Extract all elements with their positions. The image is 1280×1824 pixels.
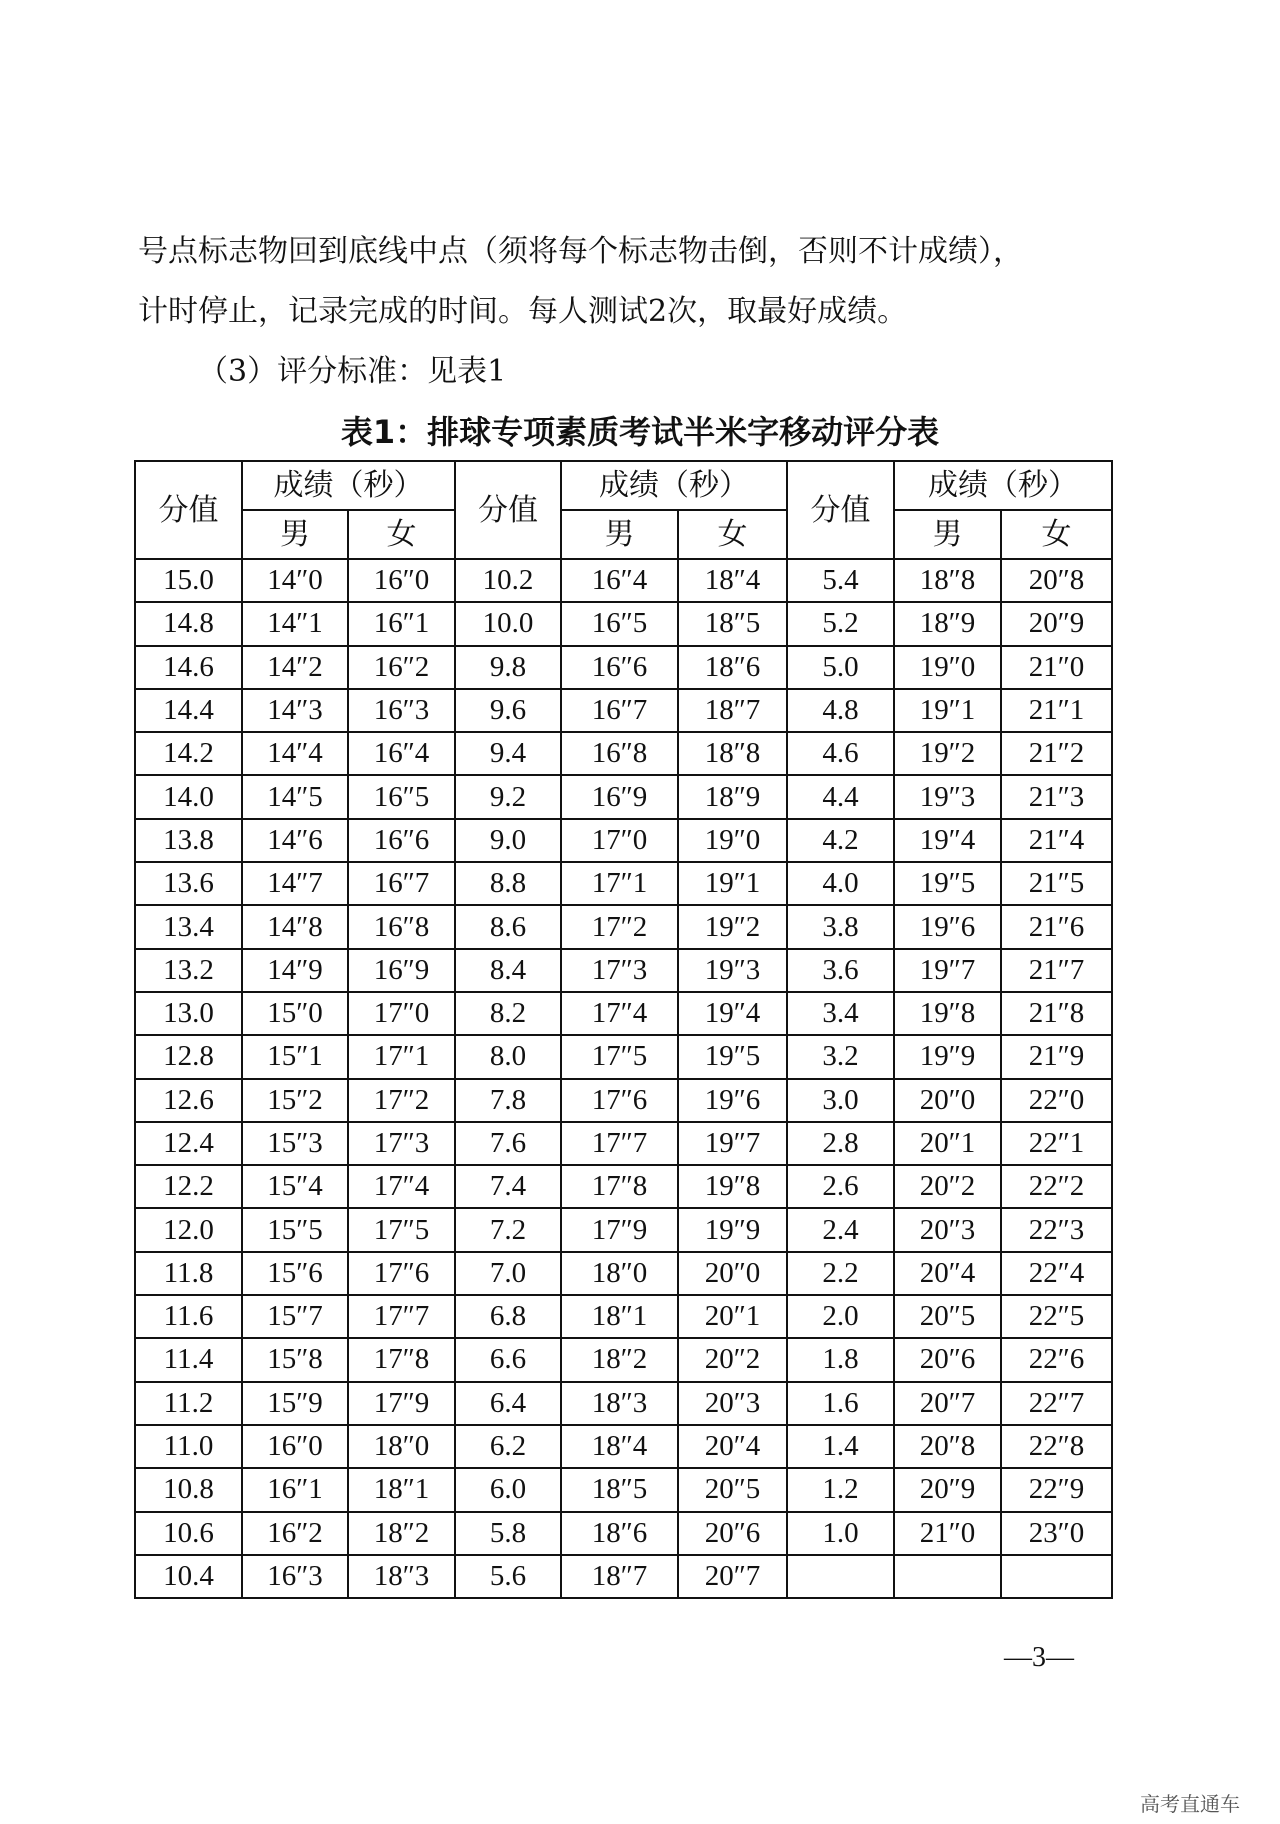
table-row <box>135 1555 1112 1598</box>
table-cell: 12.0 <box>135 1208 242 1251</box>
table-cell: 7.0 <box>455 1252 561 1295</box>
table-cell: 1.2 <box>787 1468 894 1511</box>
table-cell: 19″7 <box>894 949 1001 992</box>
table-cell: 22″0 <box>1001 1079 1112 1122</box>
table-cell: 19″2 <box>678 905 787 948</box>
table-cell: 14″6 <box>242 819 348 862</box>
table-cell: 14″4 <box>242 732 348 775</box>
table-cell: 2.2 <box>787 1252 894 1295</box>
table-row <box>135 992 1112 1035</box>
table-cell: 11.0 <box>135 1425 242 1468</box>
table-cell: 21″5 <box>1001 862 1112 905</box>
table-cell: 5.2 <box>787 602 894 645</box>
table-cell: 20″9 <box>894 1468 1001 1511</box>
table-cell: 19″3 <box>678 949 787 992</box>
table-cell: 18″4 <box>561 1425 678 1468</box>
table-cell: 9.2 <box>455 775 561 818</box>
table-cell: 16″6 <box>561 646 678 689</box>
table-cell: 15″3 <box>242 1122 348 1165</box>
table-cell: 22″9 <box>1001 1468 1112 1511</box>
table-cell: 7.8 <box>455 1079 561 1122</box>
table-cell: 5.6 <box>455 1555 561 1598</box>
table-row <box>135 1338 1112 1381</box>
table-cell: 20″8 <box>894 1425 1001 1468</box>
table-cell: 14″0 <box>242 559 348 602</box>
table-cell <box>1001 1555 1112 1598</box>
table-cell: 20″4 <box>894 1252 1001 1295</box>
table-cell: 20″6 <box>678 1512 787 1555</box>
table-cell: 14″2 <box>242 646 348 689</box>
table-cell: 3.2 <box>787 1035 894 1078</box>
table-cell: 17″7 <box>348 1295 455 1338</box>
table-cell: 14.2 <box>135 732 242 775</box>
page-number: —3— <box>1004 1642 1074 1673</box>
table-cell: 21″0 <box>1001 646 1112 689</box>
table-cell: 1.8 <box>787 1338 894 1381</box>
table-cell: 20″2 <box>678 1338 787 1381</box>
table-cell: 15″0 <box>242 992 348 1035</box>
table-cell: 17″0 <box>348 992 455 1035</box>
table-cell: 18″7 <box>678 689 787 732</box>
table-cell: 14″9 <box>242 949 348 992</box>
table-cell: 22″3 <box>1001 1208 1112 1251</box>
table-cell: 14.0 <box>135 775 242 818</box>
table-cell: 17″1 <box>561 862 678 905</box>
table-cell: 17″8 <box>348 1338 455 1381</box>
table-cell: 18″0 <box>348 1425 455 1468</box>
table-row <box>135 1252 1112 1295</box>
table-cell: 18″4 <box>678 559 787 602</box>
table-cell: 5.4 <box>787 559 894 602</box>
table-cell: 20″5 <box>678 1468 787 1511</box>
table-cell: 19″8 <box>678 1165 787 1208</box>
table-cell: 15″9 <box>242 1382 348 1425</box>
score-header: 分值 <box>135 461 242 559</box>
table-cell: 18″9 <box>894 602 1001 645</box>
female-header: 女 <box>678 510 787 559</box>
table-cell: 17″5 <box>561 1035 678 1078</box>
table-cell: 19″0 <box>678 819 787 862</box>
table-cell: 16″8 <box>348 905 455 948</box>
table-cell: 19″4 <box>894 819 1001 862</box>
table-cell: 14″8 <box>242 905 348 948</box>
table-title: 表1：排球专项素质考试半米字移动评分表 <box>340 413 940 451</box>
table-cell: 19″6 <box>894 905 1001 948</box>
table-row <box>135 775 1112 818</box>
table-cell: 2.6 <box>787 1165 894 1208</box>
table-cell: 16″6 <box>348 819 455 862</box>
table-cell: 9.0 <box>455 819 561 862</box>
table-cell: 16″0 <box>242 1425 348 1468</box>
table-cell: 16″2 <box>348 646 455 689</box>
table-cell: 8.4 <box>455 949 561 992</box>
table-cell: 4.0 <box>787 862 894 905</box>
table-cell: 20″3 <box>894 1208 1001 1251</box>
table-cell: 11.2 <box>135 1382 242 1425</box>
table-cell: 21″4 <box>1001 819 1112 862</box>
table-cell: 13.4 <box>135 905 242 948</box>
table-cell: 13.0 <box>135 992 242 1035</box>
table-cell: 21″8 <box>1001 992 1112 1035</box>
table-cell: 12.6 <box>135 1079 242 1122</box>
table-cell: 6.2 <box>455 1425 561 1468</box>
table-cell: 12.2 <box>135 1165 242 1208</box>
table-cell: 6.8 <box>455 1295 561 1338</box>
result-header: 成绩（秒） <box>561 461 787 510</box>
table-row <box>135 1079 1112 1122</box>
table-cell: 1.0 <box>787 1512 894 1555</box>
table-row <box>135 1512 1112 1555</box>
table-cell: 4.8 <box>787 689 894 732</box>
table-row <box>135 1295 1112 1338</box>
table-cell: 20″6 <box>894 1338 1001 1381</box>
table-cell: 4.4 <box>787 775 894 818</box>
table-cell: 17″1 <box>348 1035 455 1078</box>
table-body <box>135 559 1112 1598</box>
table-cell: 16″4 <box>348 732 455 775</box>
table-cell: 10.0 <box>455 602 561 645</box>
male-header: 男 <box>894 510 1001 559</box>
table-cell: 18″7 <box>561 1555 678 1598</box>
table-cell: 20″1 <box>894 1122 1001 1165</box>
table-cell: 13.8 <box>135 819 242 862</box>
table-cell: 19″8 <box>894 992 1001 1035</box>
table-cell: 5.8 <box>455 1512 561 1555</box>
table-row <box>135 732 1112 775</box>
table-cell: 20″0 <box>894 1079 1001 1122</box>
table-cell: 22″7 <box>1001 1382 1112 1425</box>
table-cell: 18″5 <box>678 602 787 645</box>
table-cell: 2.0 <box>787 1295 894 1338</box>
table-cell: 4.2 <box>787 819 894 862</box>
table-cell: 17″9 <box>348 1382 455 1425</box>
table-row <box>135 689 1112 732</box>
table-cell: 17″3 <box>348 1122 455 1165</box>
table-cell: 17″6 <box>561 1079 678 1122</box>
table-cell: 15″8 <box>242 1338 348 1381</box>
table-cell: 14″5 <box>242 775 348 818</box>
table-cell: 16″9 <box>561 775 678 818</box>
table-cell: 15″7 <box>242 1295 348 1338</box>
table-cell: 20″0 <box>678 1252 787 1295</box>
table-cell: 14″3 <box>242 689 348 732</box>
table-cell: 10.8 <box>135 1468 242 1511</box>
table-cell: 11.6 <box>135 1295 242 1338</box>
table-cell: 7.6 <box>455 1122 561 1165</box>
table-cell: 18″3 <box>348 1555 455 1598</box>
table-cell: 22″6 <box>1001 1338 1112 1381</box>
table-cell: 18″6 <box>561 1512 678 1555</box>
table-cell: 19″1 <box>894 689 1001 732</box>
table-cell: 15.0 <box>135 559 242 602</box>
table-cell: 15″5 <box>242 1208 348 1251</box>
male-header: 男 <box>242 510 348 559</box>
table-cell: 20″3 <box>678 1382 787 1425</box>
watermark: 高考直通车 <box>1140 1792 1240 1816</box>
table-cell: 14.8 <box>135 602 242 645</box>
table-cell: 3.4 <box>787 992 894 1035</box>
table-cell: 23″0 <box>1001 1512 1112 1555</box>
score-header: 分值 <box>787 461 894 559</box>
score-header: 分值 <box>455 461 561 559</box>
table-row <box>135 862 1112 905</box>
table-cell: 17″8 <box>561 1165 678 1208</box>
table-cell: 21″0 <box>894 1512 1001 1555</box>
table-cell: 9.6 <box>455 689 561 732</box>
table-cell: 19″5 <box>894 862 1001 905</box>
table-cell: 15″2 <box>242 1079 348 1122</box>
table-cell: 18″2 <box>561 1338 678 1381</box>
table-cell: 13.2 <box>135 949 242 992</box>
table-cell: 21″9 <box>1001 1035 1112 1078</box>
table-cell: 22″8 <box>1001 1425 1112 1468</box>
table-cell: 18″5 <box>561 1468 678 1511</box>
table-cell: 16″1 <box>348 602 455 645</box>
table-cell: 22″1 <box>1001 1122 1112 1165</box>
table-cell: 7.2 <box>455 1208 561 1251</box>
table-cell: 19″5 <box>678 1035 787 1078</box>
table-cell: 21″3 <box>1001 775 1112 818</box>
table-cell: 17″4 <box>561 992 678 1035</box>
result-header: 成绩（秒） <box>242 461 455 510</box>
paragraph-1: 号点标志物回到底线中点（须将每个标志物击倒，否则不计成绩）， <box>138 234 1023 269</box>
table-cell: 21″1 <box>1001 689 1112 732</box>
table-cell: 19″7 <box>678 1122 787 1165</box>
table-cell: 17″2 <box>561 905 678 948</box>
table-cell: 17″5 <box>348 1208 455 1251</box>
table-cell: 14″7 <box>242 862 348 905</box>
table-cell: 19″0 <box>894 646 1001 689</box>
table-cell: 20″7 <box>678 1555 787 1598</box>
table-row <box>135 1165 1112 1208</box>
table-cell: 19″2 <box>894 732 1001 775</box>
table-cell: 16″2 <box>242 1512 348 1555</box>
table-cell: 16″7 <box>348 862 455 905</box>
table-cell: 22″4 <box>1001 1252 1112 1295</box>
table-cell: 19″9 <box>678 1208 787 1251</box>
table-cell: 20″1 <box>678 1295 787 1338</box>
table-cell: 17″7 <box>561 1122 678 1165</box>
table-cell: 18″0 <box>561 1252 678 1295</box>
table-cell: 20″8 <box>1001 559 1112 602</box>
table-cell: 21″6 <box>1001 905 1112 948</box>
table-cell: 16″9 <box>348 949 455 992</box>
table-cell: 21″7 <box>1001 949 1112 992</box>
table-cell: 20″9 <box>1001 602 1112 645</box>
table-cell: 14.6 <box>135 646 242 689</box>
table-cell: 4.6 <box>787 732 894 775</box>
table-cell: 16″5 <box>561 602 678 645</box>
table-cell: 10.6 <box>135 1512 242 1555</box>
table-cell: 15″1 <box>242 1035 348 1078</box>
table-cell: 16″3 <box>242 1555 348 1598</box>
table-cell: 1.4 <box>787 1425 894 1468</box>
table-cell: 16″0 <box>348 559 455 602</box>
table-cell: 12.4 <box>135 1122 242 1165</box>
result-header: 成绩（秒） <box>894 461 1112 510</box>
table-cell: 15″4 <box>242 1165 348 1208</box>
table-cell: 18″3 <box>561 1382 678 1425</box>
table-cell: 11.8 <box>135 1252 242 1295</box>
table-cell: 13.6 <box>135 862 242 905</box>
score-table <box>134 460 1113 1599</box>
table-cell: 6.0 <box>455 1468 561 1511</box>
table-cell: 3.0 <box>787 1079 894 1122</box>
table-cell: 8.8 <box>455 862 561 905</box>
table-cell: 15″6 <box>242 1252 348 1295</box>
table-cell: 6.6 <box>455 1338 561 1381</box>
table-cell: 19″6 <box>678 1079 787 1122</box>
table-cell: 3.8 <box>787 905 894 948</box>
table-cell: 11.4 <box>135 1338 242 1381</box>
table-cell: 18″9 <box>678 775 787 818</box>
table-cell: 10.2 <box>455 559 561 602</box>
table-cell: 16″8 <box>561 732 678 775</box>
header-row-2 <box>135 510 1112 559</box>
paragraph-2: 计时停止，记录完成的时间。每人测试2次，取最好成绩。 <box>138 294 908 329</box>
table-cell: 18″6 <box>678 646 787 689</box>
table-cell: 16″5 <box>348 775 455 818</box>
table-row <box>135 1382 1112 1425</box>
table-cell: 17″0 <box>561 819 678 862</box>
table-cell: 17″9 <box>561 1208 678 1251</box>
table-cell: 10.4 <box>135 1555 242 1598</box>
table-cell: 22″5 <box>1001 1295 1112 1338</box>
table-cell: 1.6 <box>787 1382 894 1425</box>
table-cell: 18″1 <box>561 1295 678 1338</box>
table-cell: 2.8 <box>787 1122 894 1165</box>
table-cell: 12.8 <box>135 1035 242 1078</box>
table-row <box>135 602 1112 645</box>
table-cell <box>787 1555 894 1598</box>
table-cell: 21″2 <box>1001 732 1112 775</box>
paragraph-3: （3）评分标准：见表1 <box>198 354 507 389</box>
male-header: 男 <box>561 510 678 559</box>
table-cell: 9.8 <box>455 646 561 689</box>
table-row <box>135 1122 1112 1165</box>
table-row <box>135 646 1112 689</box>
table-row <box>135 1425 1112 1468</box>
table-cell: 18″2 <box>348 1512 455 1555</box>
table-cell: 5.0 <box>787 646 894 689</box>
table-cell: 9.4 <box>455 732 561 775</box>
table-cell: 19″9 <box>894 1035 1001 1078</box>
table-cell: 17″6 <box>348 1252 455 1295</box>
table-row <box>135 1035 1112 1078</box>
table-cell: 7.4 <box>455 1165 561 1208</box>
table-cell: 19″3 <box>894 775 1001 818</box>
table-cell <box>894 1555 1001 1598</box>
table-cell: 8.6 <box>455 905 561 948</box>
table-cell: 20″2 <box>894 1165 1001 1208</box>
table-row <box>135 1208 1112 1251</box>
table-cell: 8.0 <box>455 1035 561 1078</box>
table-cell: 18″1 <box>348 1468 455 1511</box>
table-row <box>135 905 1112 948</box>
table-cell: 3.6 <box>787 949 894 992</box>
table-cell: 17″2 <box>348 1079 455 1122</box>
female-header: 女 <box>1001 510 1112 559</box>
table-cell: 17″3 <box>561 949 678 992</box>
table-cell: 16″4 <box>561 559 678 602</box>
table-row <box>135 1468 1112 1511</box>
table-row <box>135 819 1112 862</box>
table-cell: 22″2 <box>1001 1165 1112 1208</box>
table-cell: 14″1 <box>242 602 348 645</box>
table-cell: 2.4 <box>787 1208 894 1251</box>
table-cell: 17″4 <box>348 1165 455 1208</box>
table-cell: 16″1 <box>242 1468 348 1511</box>
table-cell: 19″1 <box>678 862 787 905</box>
table-cell: 18″8 <box>894 559 1001 602</box>
table-cell: 18″8 <box>678 732 787 775</box>
table-cell: 6.4 <box>455 1382 561 1425</box>
table-cell: 16″7 <box>561 689 678 732</box>
table-cell: 20″5 <box>894 1295 1001 1338</box>
table-cell: 20″7 <box>894 1382 1001 1425</box>
header-row-1 <box>135 461 1112 510</box>
table-row <box>135 559 1112 602</box>
table-cell: 8.2 <box>455 992 561 1035</box>
table-row <box>135 949 1112 992</box>
table-cell: 14.4 <box>135 689 242 732</box>
table-cell: 20″4 <box>678 1425 787 1468</box>
table-cell: 19″4 <box>678 992 787 1035</box>
table-cell: 16″3 <box>348 689 455 732</box>
female-header: 女 <box>348 510 455 559</box>
